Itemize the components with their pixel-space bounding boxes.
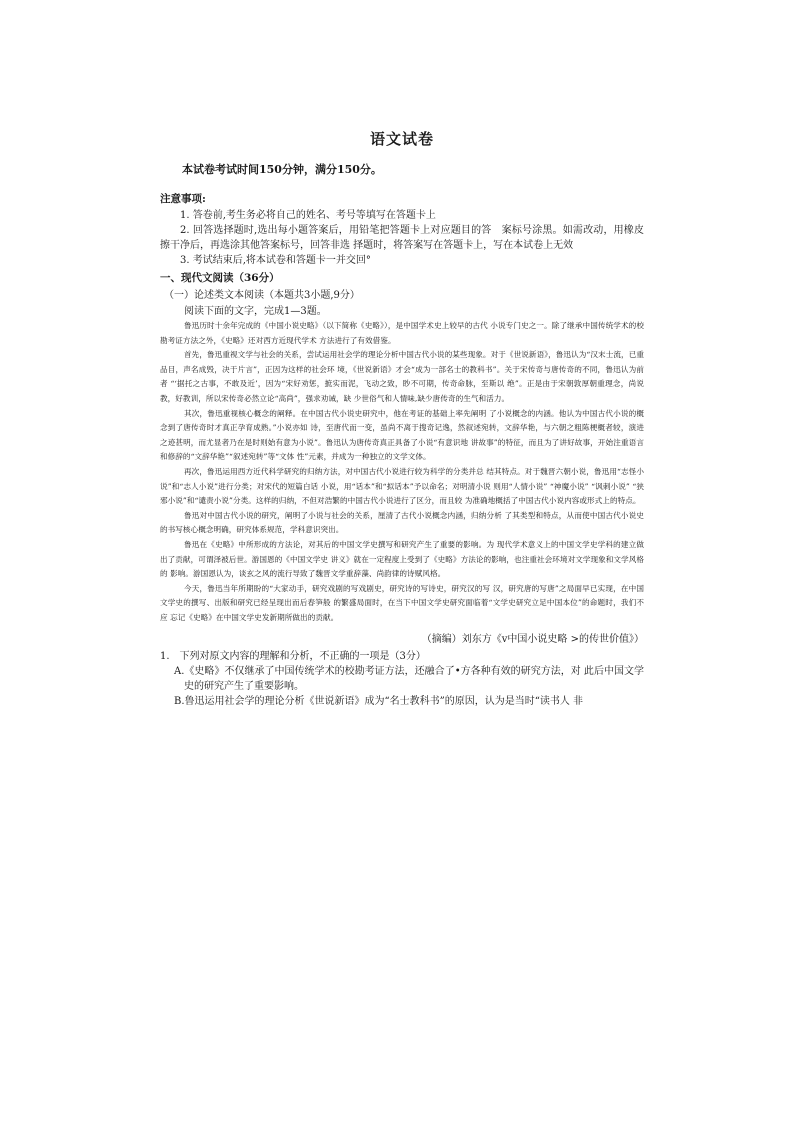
exam-info: 本试卷考试时间150分钟，满分150分。 [182,163,382,176]
passage-source: （摘编）刘东方《v中国小说史略 >的传世价值》） [421,634,644,646]
passage-paragraph: 再次，鲁迅运用西方近代科学研究的归纳方法，对中国古代小说进行较为科学的分类并总 结其特点。对于魏晋六朝小说，鲁迅用“志怪小说”和“志人小说”进行分类；对宋代的短篇白话 小说，用“话本”和“拟话本”予以命名；对明清小说 则用“人情小说” “神魔小说” “讽刺小说” “狭邪小说”和“谴责小说”分类。这样的归纳，不但对浩繁的中国古代小说进行了区分，而且较 为准确地概括了中国古代小说内容或形式上的特点。 [160,466,644,506]
passage-paragraph: 其次，鲁迅重视核心概念的阐释。在中国古代小说史研究中，他在考证的基础上率先阐明 了小说概念的内涵。他认为中国古代小说的概念到了唐传奇时才真正孕育成熟。”小说亦如 诗，至唐代而一变，虽尚不离于搜奇记逸，然叙述宛转，文辞华艳，与六朝之粗陈梗概者较，演进 之迹甚明，而尤显者乃在是时则始有意为小说”。鲁迅认为唐传奇真正具备了小说“有意识地 讲故事”的特征，而且为了讲好故事，开始注重语言和修辞的“文辞华艳”“叙述宛转”等“文体 性”元素，并成为一种独立的文学文体。 [160,408,644,462]
notice-section [160,191,644,268]
passage-paragraph: 鲁迅在《史略》中所形成的方法论，对其后的中国文学史撰写和研究产生了重要的影响。为 现代学术意义上的中国文学史学科的建立做出了贡献，可谓泽被后世。游国恩的《中国文学史 讲义》就在一定程度上受到了《史略》方法论的影响，也注重社会环境对文学现象和文学风格的 影响。游国恩认为，谈玄之风的流行导致了魏晋文学重辞藻、尚韵律的诗赋风格。 [160,539,645,579]
question-stem: 1. 下列对原文内容的理解和分析，不正确的一项是（3分） [160,651,426,663]
reading-passage [160,319,644,625]
passage-paragraph: 今天，鲁迅当年所期盼的“大家动手，研究戏剧的写戏剧史，研究诗的写诗史，研究汉的写 汉，研究唐的写唐”之局面早已实现，在中国文学史的撰写、出版和研究已经呈现出而后春笋般 的繁盛局面时，在当下中国文学史研究面临着“文学史研究立足中国本位”的命题时，我们不应 忘记《史略》在中国文学史发新期所做出的贡献。 [160,583,644,622]
question-1 [160,649,644,709]
passage-paragraph: 鲁迅历时十余年完成的《中国小说史略》（以下简称《史略》），是中国学术史上较早的古代 小说专门史之一。除了继承中国传统学术的校勘考证方法之外，《史略》还对西方近现代学术 方法进行了有效借鉴。 [160,321,644,345]
passage-paragraph: 首先，鲁迅重视文学与社会的关系，尝试运用社会学的理论分析中国古代小说的某些现象。对于《世说新语》，鲁迅认为“汉末士流，已重品目，声名成毁，决于片言”，正因为这样的社会环 境，《世说新语》才会“成为一部名士的教科书”。关于宋传奇与唐传奇的不同，鲁迅认为前者 “‘据托之古事，不敢及近’，因为“宋好劝惩，摭实而泥，飞动之致，眇不可期，传奇命脉，至斯以 绝”。正是由于宋朝敦厚朝重理念，尚说教，好教训，所以宋传奇必然立论“高尚”，强求劝诫，缺 少世俗气和人情味,缺少唐传奇的生气和活力。 [160,350,644,403]
document-body [160,128,644,709]
sub-section-heading: （一）论述类文本阅读（本题共3小题,9分） [164,290,360,301]
reading-instruction: 阅读下面的文字，完成1—3题。 [184,306,327,317]
notice-heading: 注意事项: [160,193,206,205]
notice-item: 3. 考试结束后,将本试卷和答题卡一并交回° [180,255,371,266]
question-option-b: B.鲁迅运用社会学的理论分析《世说新语》成为“名士教科书”的原因，认为是当时“读书人 非 [174,696,584,708]
page-title: 语文试卷 [369,130,434,148]
notice-item: 2. 回答选择题时,选出每小题答案后，用铅笔把答题卡上对应题目的答 案标号涂黑。如需改动，用橡皮擦干净后，再选涂其他答案标号，回答非选 择题时，将答案写在答题卡上，写在本试卷上无效 [160,225,644,251]
section-one-heading: 一、现代文阅读（36分） [160,272,280,284]
notice-item: 1. 答卷前,考生务必将自己的姓名、考号等填写在答题卡上 [180,210,436,221]
question-option-a: A.《史略》不仅继承了中国传统学术的校勘考证方法，还融合了•方各种有效的研究方法，对 此后中国文学史的研究产生了重要影响。 [174,666,644,693]
passage-paragraph: 鲁迅对中国古代小说的研究，阐明了小说与社会的关系，厘清了古代小说概念内涵，归纳分析 了其类型和特点，从而使中国古代小说史的书写核心概念明确，研究体系规范，学科意识突出。 [160,510,644,535]
